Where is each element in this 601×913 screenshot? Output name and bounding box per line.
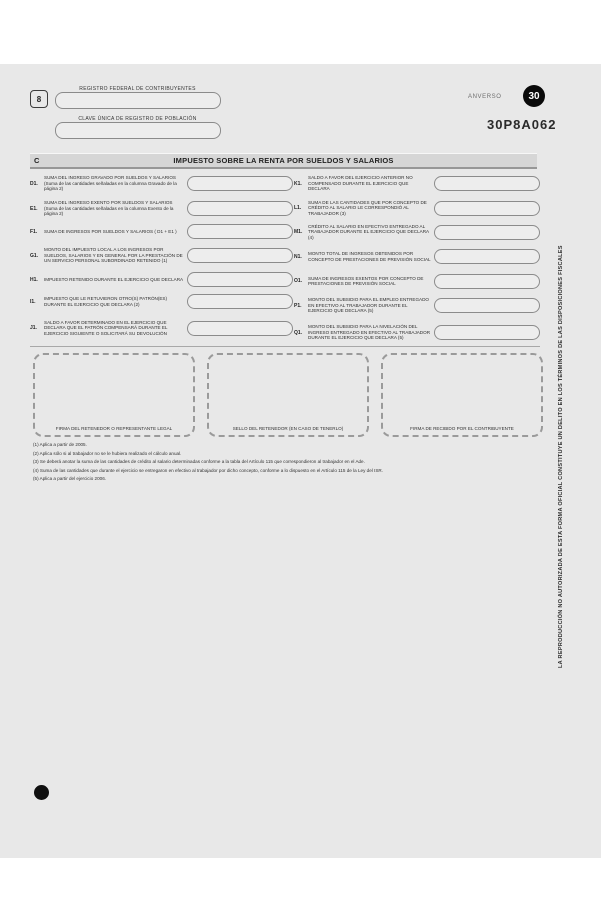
field-input-g1[interactable] [187, 248, 293, 263]
anverso-label: ANVERSO [468, 94, 502, 100]
field-code: N1. [294, 253, 302, 260]
field-input-f1[interactable] [187, 224, 293, 239]
field-row-h1 [30, 269, 293, 290]
corner-number-badge: 8 [30, 90, 48, 108]
signature-caption: FIRMA DE RECIBIDO POR EL CONTRIBUYENTE [410, 426, 514, 431]
section-letter: C [34, 156, 40, 165]
field-code: E1. [30, 205, 38, 212]
field-input-n1[interactable] [434, 249, 540, 264]
field-row-j1 [30, 313, 293, 343]
field-column-right [294, 171, 540, 347]
field-label: SUMA DEL INGRESO GRAVADO POR SUELDOS Y SALARIOS (Suma de las cantidades señaladas en la columna Gravado de la página 2) [44, 175, 177, 192]
section-header-bar [30, 153, 537, 169]
legal-notice-vertical: LA REPRODUCCIÓN NO AUTORIZADA DE ESTA FORMA OFICIAL CONSTITUYE UN DELITO EN LOS TÉRMINOS DE LAS DISPOSICIONES FISCALES [558, 245, 564, 668]
field-label: SALDO A FAVOR DETERMINADO EN EL EJERCICIO QUE DECLARA QUE EL PATRÓN COMPENSARÁ DURANTE EL EJERCICIO SIGUIENTE O SOLICITARÁ SU DEVOLUCIÓN [44, 319, 168, 336]
field-row-f1 [30, 221, 293, 242]
field-code: J1. [30, 325, 37, 331]
curp-input[interactable] [55, 122, 221, 139]
field-input-l1[interactable] [434, 201, 540, 216]
field-code: H1. [30, 276, 38, 283]
field-label: MONTO TOTAL DE INGRESOS OBTENIDOS POR CONCEPTO DE PRESTACIONES DE PREVISIÓN SOCIAL [308, 251, 431, 262]
field-input-m1[interactable] [434, 225, 540, 240]
field-code: I1. [30, 298, 36, 305]
field-code: K1. [294, 180, 302, 187]
field-input-e1[interactable] [187, 201, 293, 216]
field-code: F1. [30, 228, 38, 235]
field-row-n1 [294, 244, 540, 269]
field-label: MONTO DEL IMPUESTO LOCAL A LOS INGRESOS POR SUELDOS, SALARIOS Y EN GENERAL POR LA PRESTACIÓN DE UN SERVICIO PERSONAL SUBORDINADO RETENIDO (1) [44, 247, 183, 264]
field-input-p1[interactable] [434, 298, 540, 313]
field-row-p1 [294, 293, 540, 318]
rfc-input[interactable] [55, 92, 221, 109]
field-label: MONTO DEL SUBSIDIO PARA EL EMPLEO ENTREGADO EN EFECTIVO AL TRABAJADOR DURANTE EL EJERCICIO QUE DECLARA (5) [308, 297, 429, 314]
page-number-circle: 30 [523, 85, 545, 107]
field-label: SUMA DE INGRESOS EXENTOS POR CONCEPTO DE PRESTACIONES DE PREVISIÓN SOCIAL [308, 275, 424, 286]
field-code: D1. [30, 180, 38, 187]
field-label: CRÉDITO AL SALARIO EN EFECTIVO ENTREGADO AL TRABAJADOR DURANTE EL EJERCICIO QUE DECLARA (4) [308, 223, 429, 240]
field-input-o1[interactable] [434, 274, 540, 289]
footnote-5: (5) Aplica a partir del ejercicio 2006. [33, 476, 107, 481]
signature-caption: SELLO DEL RETENEDOR (EN CASO DE TENERLO) [232, 426, 344, 431]
field-input-j1[interactable] [187, 321, 293, 336]
field-row-l1 [294, 196, 540, 220]
footnote-4: (4) Suma de las cantidades que durante el ejercicio se entregaron en efectivo al trabajador por dicho concepto, conforme a lo dispuesto en el Artículo 115 de la Ley del ISR. [33, 467, 384, 473]
field-code: O1. [294, 278, 303, 284]
field-input-d1[interactable] [187, 176, 293, 191]
signature-row [33, 353, 543, 437]
print-registration-dot [34, 785, 49, 800]
field-row-e1 [30, 196, 293, 221]
field-row-g1 [30, 242, 293, 269]
footnotes [33, 441, 538, 484]
field-code: G1. [30, 252, 39, 259]
field-label: IMPUESTO RETENIDO DURANTE EL EJERCICIO QUE DECLARA [44, 276, 184, 282]
field-label: MONTO DEL SUBSIDIO PARA LA NIVELACIÓN DEL INGRESO ENTREGADO EN EFECTIVO AL TRABAJADOR DURANTE EL EJERCICIO QUE DECLARA (5) [308, 324, 431, 341]
footnote-1: (1) Aplica a partir de 2005. [33, 442, 87, 447]
section-title: IMPUESTO SOBRE LA RENTA POR SUELDOS Y SALARIOS [173, 156, 394, 165]
field-input-i1[interactable] [187, 294, 293, 309]
field-input-q1[interactable] [434, 325, 540, 340]
curp-label: CLAVE ÚNICA DE REGISTRO DE POBLACIÓN [78, 116, 197, 122]
field-label: SUMA DEL INGRESO EXENTO POR SUELDOS Y SALARIOS (Suma de las cantidades señaladas en la columna Exento de la página 2) [44, 200, 174, 217]
field-code: L1. [294, 205, 302, 211]
field-label: IMPUESTO QUE LE RETUVIERON OTRO(S) PATRÓN(ES) DURANTE EL EJERCICIO QUE DECLARA (2) [44, 296, 168, 307]
field-label: SALDO A FAVOR DEL EJERCICIO ANTERIOR NO COMPENSADO DURANTE EL EJERCICIO QUE DECLARA [308, 175, 413, 192]
field-input-h1[interactable] [187, 272, 293, 287]
field-code: P1. [294, 302, 302, 309]
field-label: SUMA DE INGRESOS POR SUELDOS Y SALARIOS ( D1 + E1 ) [44, 228, 177, 234]
field-row-k1 [294, 171, 540, 196]
field-input-k1[interactable] [434, 176, 540, 191]
rfc-label: REGISTRO FEDERAL DE CONTRIBUYENTES [79, 86, 196, 92]
field-row-m1 [294, 220, 540, 244]
field-row-q1 [294, 318, 540, 347]
footnote-3: (3) Se deberá anotar la suma de las cantidades de crédito al salario determinadas conforme a la tabla del Artículo 115 que correspondieron al trabajador en el Ade. [33, 459, 365, 464]
field-row-d1 [30, 171, 293, 196]
field-row-o1 [294, 269, 540, 293]
field-column-left [30, 171, 293, 343]
field-label: SUMA DE LAS CANTIDADES QUE POR CONCEPTO DE CRÉDITO AL SALARIO LE CORRESPONDIÓ AL TRABAJADOR (3) [308, 199, 427, 216]
taxpayer-receipt-signature-box[interactable] [381, 353, 543, 437]
footnote-2: (2) Aplica sólo si al trabajador no se le hubiera realizado el cálculo anual. [33, 450, 182, 456]
form-code: 30P8A062 [487, 117, 557, 132]
field-code: Q1. [294, 329, 303, 336]
divider-line [30, 346, 540, 347]
retainer-signature-box[interactable] [33, 353, 195, 437]
retainer-seal-box[interactable] [207, 353, 369, 437]
field-row-i1 [30, 290, 293, 313]
field-code: M1. [294, 229, 303, 235]
signature-caption: FIRMA DEL RETENEDOR O REPRESENTANTE LEGAL [55, 426, 173, 431]
